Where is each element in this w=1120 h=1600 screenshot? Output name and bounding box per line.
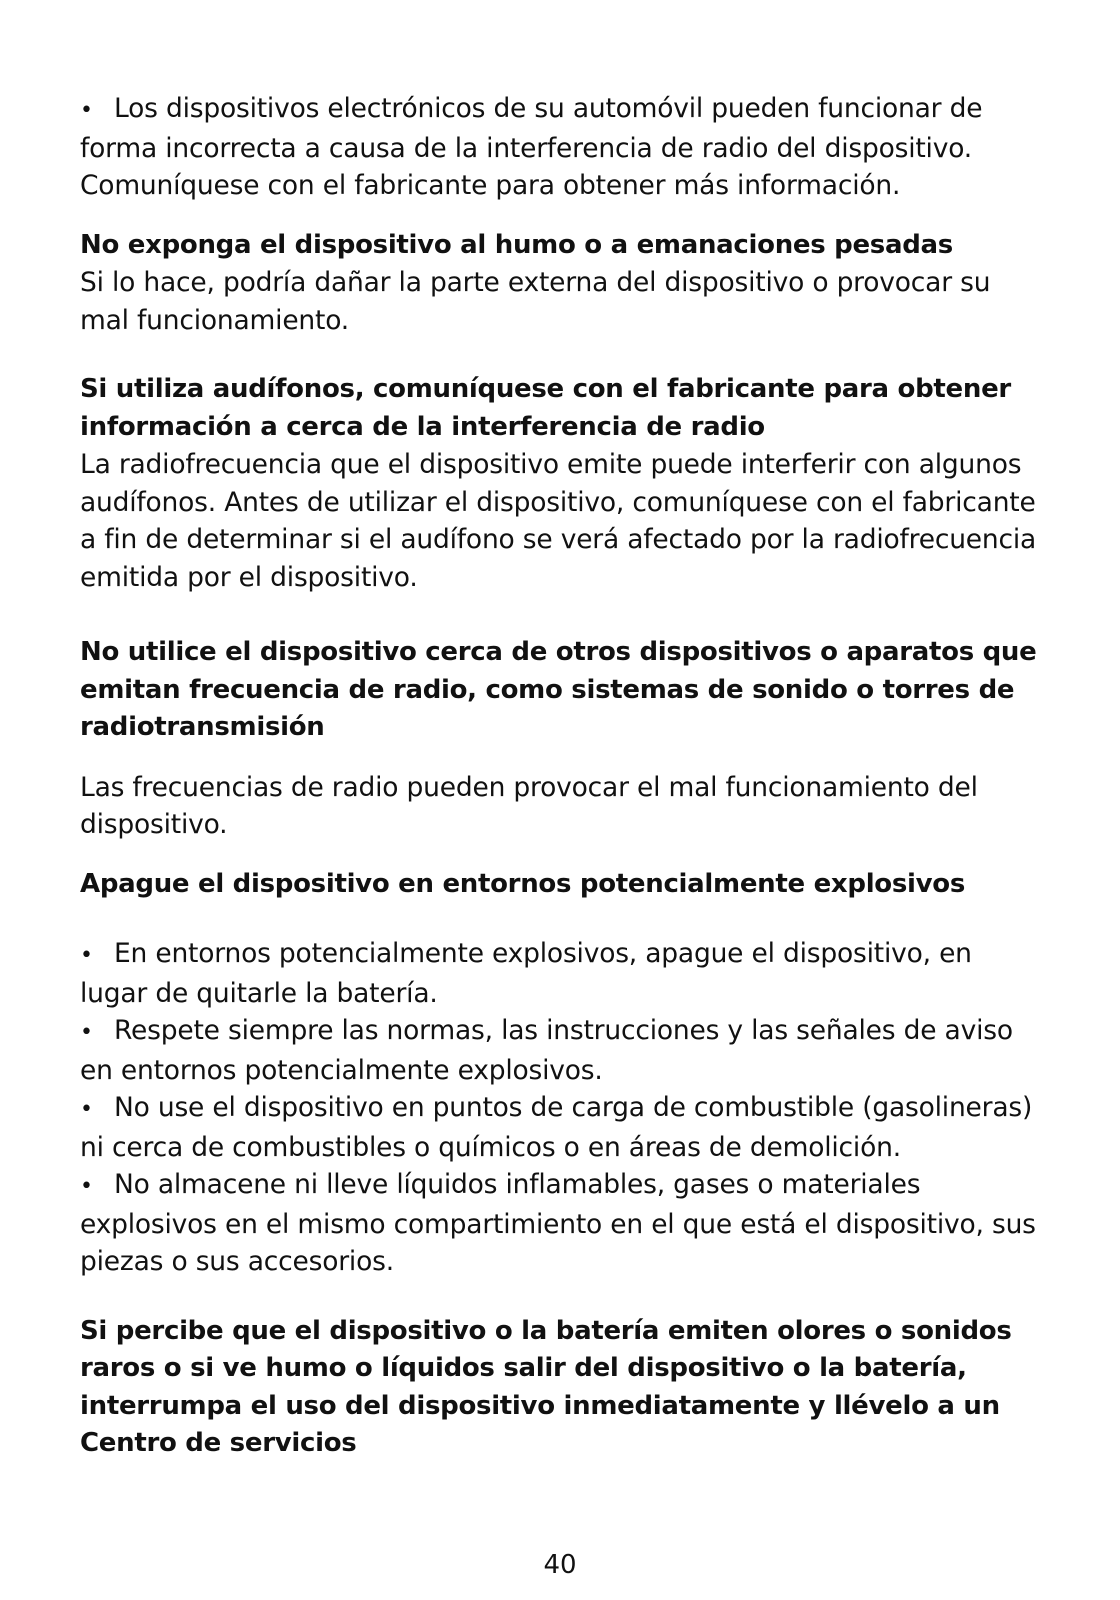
list-item: • No almacene ni lleve líquidos inflamables, gases o materiales explosivos en el mismo compartimiento en el que está el dispositivo, sus piezas o sus accesorios.	[80, 1166, 1040, 1281]
list-item: • Respete siempre las normas, las instrucciones y las señales de aviso en entornos potencialmente explosivos.	[80, 1012, 1040, 1089]
heading-explosive: Apague el dispositivo en entornos potencialmente explosivos	[80, 868, 966, 899]
heading-odors-smoke: Si percibe que el dispositivo o la batería emiten olores o sonidos raros o si ve humo o líquidos salir del dispositivo o la batería, interrumpa el uso del dispositivo inmediatamente y llévelo a un Centro de servicios	[80, 1315, 1012, 1458]
heading-hearing-aids: Si utiliza audífonos, comuníquese con el fabricante para obtener información a cerca de la interferencia de radio	[80, 374, 1011, 442]
body-hearing-aids: La radiofrecuencia que el dispositivo emite puede interferir con algunos audífonos. Antes de utilizar el dispositivo, comuníquese con el fabricante a fin de determinar si el audífono se verá afectado por la radiofrecuencia emitida por el dispositivo.	[80, 449, 1037, 593]
document-page	[80, 90, 1040, 1463]
page-number: 40	[543, 1550, 577, 1580]
intro-bullet: • Los dispositivos electrónicos de su automóvil pueden funcionar de forma incorrecta a causa de la interferencia de radio del dispositivo. Comuníquese con el fabricante para obtener más información.	[80, 90, 1040, 205]
heading-radio-devices: No utilice el dispositivo cerca de otros dispositivos o aparatos que emitan frecuencia de radio, como sistemas de sonido o torres de radiotransmisión	[80, 637, 1037, 742]
heading-smoke: No exponga el dispositivo al humo o a emanaciones pesadas	[80, 229, 953, 260]
list-item: • En entornos potencialmente explosivos, apague el dispositivo, en lugar de quitarle la batería.	[80, 935, 1040, 1012]
body-radio-devices: Las frecuencias de radio pueden provocar el mal funcionamiento del dispositivo.	[80, 771, 978, 840]
body-smoke: Si lo hace, podría dañar la parte externa del dispositivo o provocar su mal funcionamiento.	[80, 267, 991, 336]
list-item: • No use el dispositivo en puntos de carga de combustible (gasolineras) ni cerca de combustibles o químicos o en áreas de demolición.	[80, 1089, 1040, 1166]
